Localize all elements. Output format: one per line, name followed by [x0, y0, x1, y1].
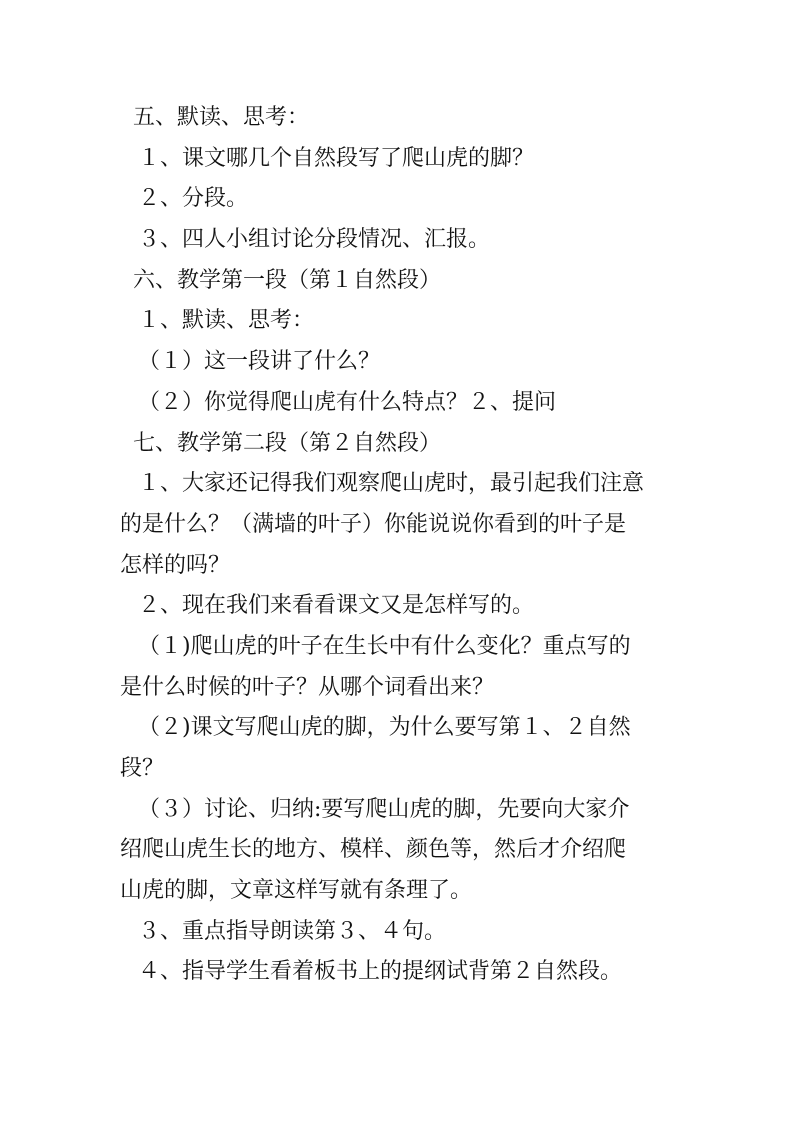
paragraph-line: 段？	[120, 756, 165, 781]
paragraph-line: （２）你觉得爬山虎有什么特点？２、提问	[138, 389, 557, 415]
paragraph-line: １、大家还记得我们观察爬山虎时，最引起我们注意	[138, 471, 645, 497]
paragraph-line: 山虎的脚，文章这样写就有条理了。	[120, 878, 473, 904]
paragraph-line: ２、现在我们来看看课文又是怎样写的。	[138, 593, 535, 619]
paragraph-line: ３、四人小组讨论分段情况、汇报。	[138, 227, 491, 253]
paragraph-line: （２)课文写爬山虎的脚，为什么要写第１、２自然	[138, 715, 631, 741]
paragraph-line: 绍爬山虎生长的地方、模样、颜色等，然后才介绍爬	[120, 837, 627, 863]
paragraph-line: 是什么时候的叶子？从哪个词看出来？	[120, 674, 495, 700]
paragraph-line: （３）讨论、归纳:要写爬山虎的脚，先要向大家介	[138, 796, 630, 822]
section-heading-5: 五、默读、思考：	[133, 105, 310, 130]
document-body	[120, 98, 680, 993]
section-heading-7: 七、教学第二段（第２自然段）	[133, 430, 442, 456]
section-heading-6: 六、教学第一段（第１自然段）	[133, 267, 442, 293]
paragraph-line: （１)爬山虎的叶子在生长中有什么变化？重点写的	[138, 633, 631, 659]
paragraph-line: ３、重点指导朗读第３、４句。	[138, 918, 447, 944]
paragraph-line: ４、指导学生看着板书上的提纲试背第２自然段。	[138, 959, 623, 985]
paragraph-line: ２、分段。	[138, 186, 249, 212]
paragraph-line: 怎样的吗？	[120, 552, 231, 578]
paragraph-line: １、默读、思考：	[138, 308, 315, 334]
paragraph-line: （１）这一段讲了什么？	[138, 349, 381, 375]
paragraph-line: １、课文哪几个自然段写了爬山虎的脚？	[138, 145, 535, 171]
paragraph-line: 的是什么？（满墙的叶子）你能说说你看到的叶子是	[120, 511, 627, 537]
